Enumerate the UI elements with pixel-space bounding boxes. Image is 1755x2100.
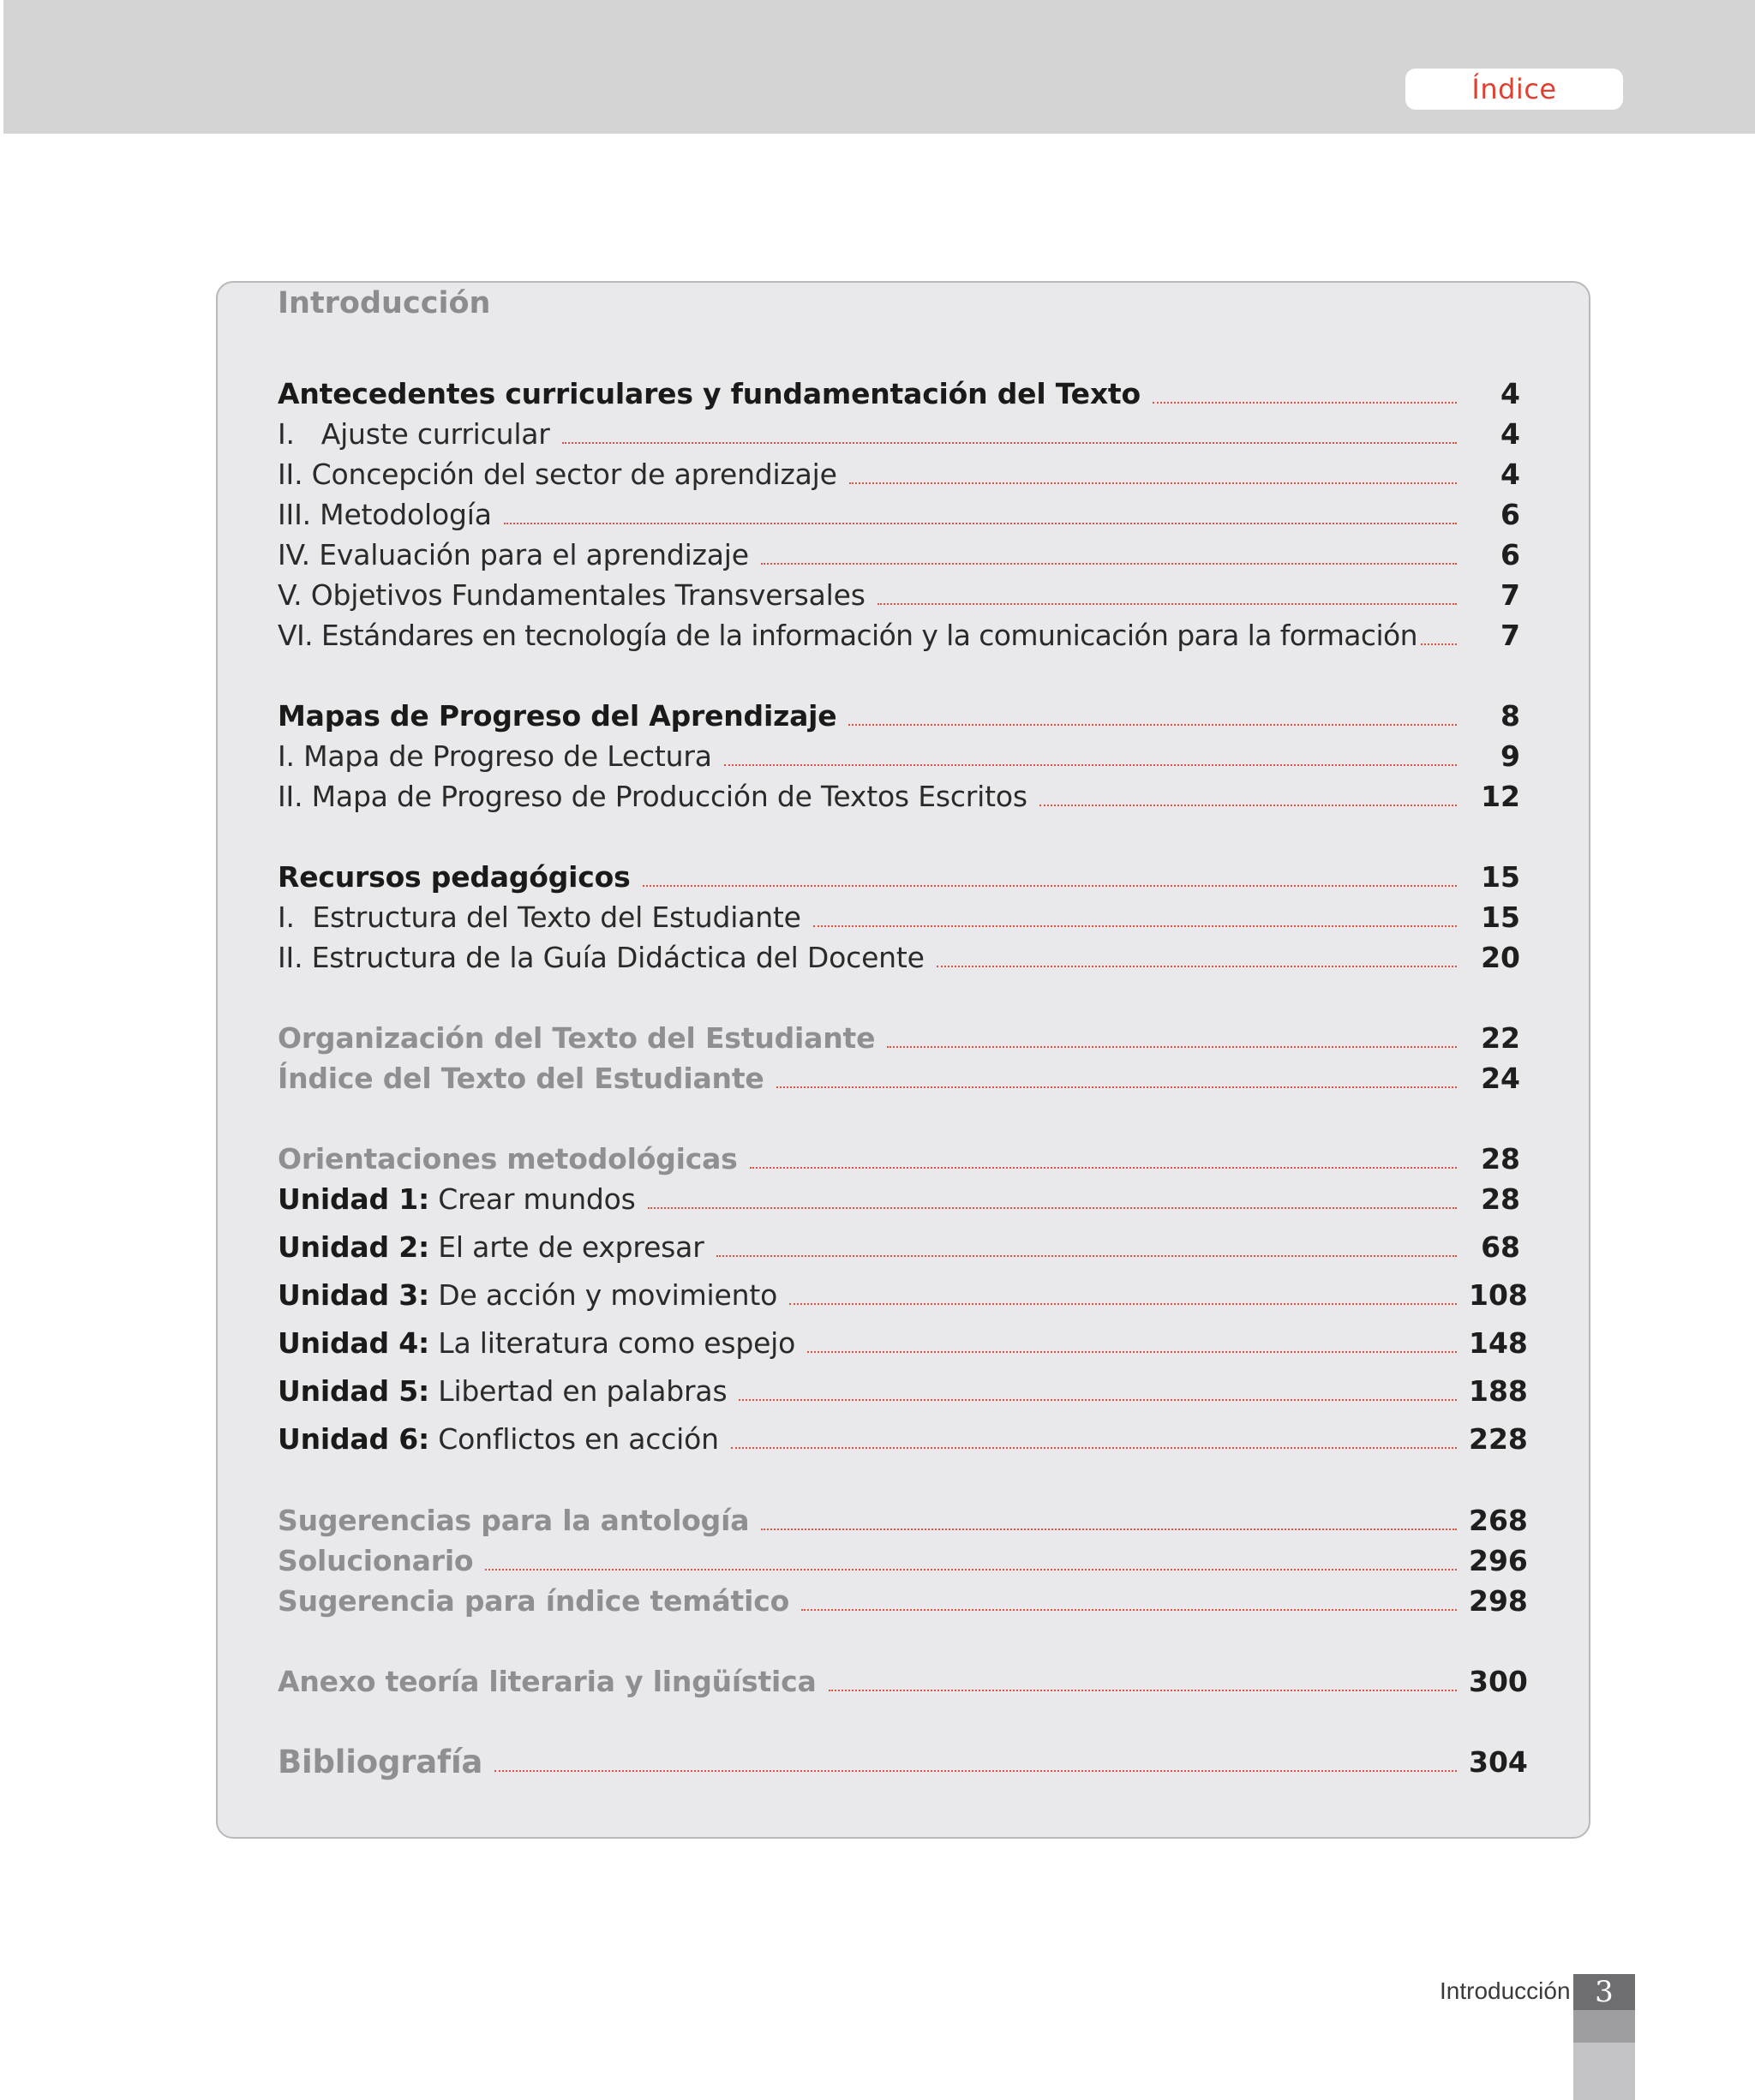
toc-entry-page: 228 bbox=[1469, 1422, 1528, 1456]
toc-entry-page: 15 bbox=[1481, 900, 1520, 934]
toc-entry[interactable] bbox=[278, 1367, 1528, 1409]
toc-entry-label: II. Concepción del sector de aprendizaje bbox=[278, 458, 837, 491]
dot-leader bbox=[937, 966, 1457, 967]
toc-entry-label: Sugerencias para la antología bbox=[278, 1504, 750, 1537]
index-tab: Índice bbox=[1405, 69, 1623, 110]
dot-leader bbox=[761, 563, 1457, 565]
unit-prefix: Unidad 3: bbox=[278, 1278, 429, 1312]
toc-entry[interactable] bbox=[278, 1175, 1520, 1218]
dot-leader bbox=[724, 764, 1457, 766]
toc-entry-page: 304 bbox=[1469, 1745, 1528, 1779]
dot-leader bbox=[878, 603, 1457, 605]
toc-entry[interactable] bbox=[278, 450, 1520, 493]
dot-leader bbox=[807, 1351, 1457, 1353]
toc-entry[interactable] bbox=[278, 410, 1520, 452]
toc-entry[interactable] bbox=[278, 1576, 1528, 1619]
toc-entry-label: V. Objetivos Fundamentales Transversales bbox=[278, 578, 866, 612]
toc-entry-page: 22 bbox=[1481, 1021, 1520, 1055]
dot-leader bbox=[504, 523, 1457, 524]
dot-leader bbox=[643, 885, 1457, 887]
toc-entry-label-group bbox=[278, 1373, 727, 1409]
toc-entry-page: 7 bbox=[1500, 619, 1520, 652]
toc-entry-page: 108 bbox=[1469, 1278, 1528, 1312]
unit-prefix: Unidad 1: bbox=[278, 1182, 429, 1216]
toc-entry-label: IV. Evaluación para el aprendizaje bbox=[278, 538, 749, 571]
dot-leader bbox=[801, 1609, 1457, 1611]
dot-leader bbox=[648, 1207, 1457, 1209]
dot-leader bbox=[485, 1569, 1457, 1571]
toc-entry-label-group bbox=[278, 1182, 636, 1218]
toc-entry-label-group bbox=[278, 1325, 795, 1361]
dot-leader bbox=[739, 1399, 1457, 1401]
toc-entry[interactable] bbox=[278, 1054, 1520, 1097]
dot-leader bbox=[562, 442, 1457, 444]
toc-entry-label: Bibliografía bbox=[278, 1744, 483, 1780]
page-tab-strip bbox=[1573, 2010, 1635, 2043]
unit-title: Libertad en palabras bbox=[438, 1374, 728, 1408]
unit-title: Crear mundos bbox=[438, 1182, 636, 1216]
toc-entry-page: 4 bbox=[1500, 417, 1520, 451]
toc-entry-label: III. Metodología bbox=[278, 498, 492, 531]
toc-entry[interactable] bbox=[278, 933, 1520, 976]
dot-leader bbox=[776, 1086, 1457, 1088]
toc-entry-label: I. Mapa de Progreso de Lectura bbox=[278, 739, 712, 773]
toc-entry-page: 68 bbox=[1481, 1230, 1520, 1264]
toc-entry[interactable] bbox=[278, 1014, 1520, 1056]
unit-prefix: Unidad 2: bbox=[278, 1230, 429, 1264]
toc-entry-label: Recursos pedagógicos bbox=[278, 860, 631, 894]
toc-entry-page: 4 bbox=[1500, 377, 1520, 410]
dot-leader bbox=[494, 1770, 1457, 1772]
dot-leader bbox=[813, 925, 1457, 927]
toc-entry-page: 296 bbox=[1469, 1544, 1528, 1577]
toc-entry[interactable] bbox=[278, 490, 1520, 533]
footer-section-label: Introducción bbox=[1440, 1977, 1571, 2004]
toc-entry[interactable] bbox=[278, 1536, 1528, 1579]
dot-leader bbox=[789, 1303, 1457, 1305]
toc-entry-page: 28 bbox=[1481, 1182, 1520, 1216]
toc-entry[interactable] bbox=[278, 1134, 1520, 1177]
toc-entry[interactable] bbox=[278, 1271, 1528, 1313]
toc-entry-page: 24 bbox=[1481, 1062, 1520, 1095]
unit-title: La literatura como espejo bbox=[438, 1326, 796, 1360]
toc-entry-label: Mapas de Progreso del Aprendizaje bbox=[278, 699, 837, 733]
dot-leader bbox=[761, 1529, 1457, 1530]
dot-leader bbox=[1421, 643, 1457, 645]
unit-title: El arte de expresar bbox=[438, 1230, 704, 1264]
unit-prefix: Unidad 6: bbox=[278, 1422, 429, 1456]
toc-entry-label: Antecedentes curriculares y fundamentación del Texto bbox=[278, 377, 1141, 410]
toc-entry-page: 7 bbox=[1500, 578, 1520, 612]
page-tab-strip bbox=[1573, 2043, 1635, 2100]
toc-entry-label: II. Mapa de Progreso de Producción de Textos Escritos bbox=[278, 780, 1027, 813]
toc-entry-page: 12 bbox=[1481, 780, 1520, 813]
toc-entry[interactable] bbox=[278, 611, 1520, 654]
toc-entry[interactable] bbox=[278, 1223, 1520, 1265]
toc-entry[interactable] bbox=[278, 1496, 1528, 1539]
toc-entry-label: II. Estructura de la Guía Didáctica del Docente bbox=[278, 941, 925, 974]
toc-entry[interactable] bbox=[278, 1319, 1528, 1361]
dot-leader bbox=[1153, 402, 1457, 404]
dot-leader bbox=[716, 1255, 1457, 1257]
toc-entry[interactable] bbox=[278, 1657, 1528, 1700]
toc-entry-label: Orientaciones metodológicas bbox=[278, 1142, 738, 1176]
toc-entry[interactable] bbox=[278, 853, 1520, 895]
unit-prefix: Unidad 5: bbox=[278, 1374, 429, 1408]
toc-entry[interactable] bbox=[278, 1738, 1528, 1780]
toc-entry-label: Índice del Texto del Estudiante bbox=[278, 1062, 764, 1095]
toc-entry-label-group bbox=[278, 1277, 777, 1313]
toc-entry-page: 15 bbox=[1481, 860, 1520, 894]
dot-leader bbox=[887, 1046, 1457, 1048]
toc-entry-label-group bbox=[278, 1229, 704, 1265]
dot-leader bbox=[829, 1690, 1457, 1691]
dot-leader bbox=[849, 482, 1457, 484]
toc-entry-page: 300 bbox=[1469, 1665, 1528, 1698]
toc-entry-page: 6 bbox=[1500, 498, 1520, 531]
toc-entry-page: 9 bbox=[1500, 739, 1520, 773]
top-bar bbox=[3, 0, 1755, 134]
toc-entry-page: 8 bbox=[1500, 699, 1520, 733]
toc-entry-label: I. Ajuste curricular bbox=[278, 417, 550, 451]
toc-entry-label: Anexo teoría literaria y lingüística bbox=[278, 1665, 817, 1698]
dot-leader bbox=[1039, 805, 1457, 806]
toc-entry-page: 20 bbox=[1481, 941, 1520, 974]
unit-prefix: Unidad 4: bbox=[278, 1326, 429, 1360]
toc-entry-label: Organización del Texto del Estudiante bbox=[278, 1021, 876, 1055]
toc-entry-label: I. Estructura del Texto del Estudiante bbox=[278, 900, 801, 934]
unit-title: De acción y movimiento bbox=[438, 1278, 778, 1312]
toc-entry-page: 268 bbox=[1469, 1504, 1528, 1537]
toc-entry-page: 4 bbox=[1500, 458, 1520, 491]
toc-heading: Introducción bbox=[278, 286, 491, 320]
toc-entry[interactable] bbox=[278, 893, 1520, 936]
unit-title: Conflictos en acción bbox=[438, 1422, 719, 1456]
page-number: 3 bbox=[1573, 1974, 1635, 2010]
toc-entry[interactable] bbox=[278, 772, 1520, 815]
toc-entry-label-group bbox=[278, 1421, 719, 1457]
dot-leader bbox=[848, 724, 1457, 726]
toc-entry-page: 298 bbox=[1469, 1584, 1528, 1618]
dot-leader bbox=[750, 1167, 1457, 1169]
toc-entry[interactable] bbox=[278, 1415, 1528, 1457]
toc-entry-page: 188 bbox=[1469, 1374, 1528, 1408]
dot-leader bbox=[731, 1447, 1457, 1449]
toc-entry-page: 6 bbox=[1500, 538, 1520, 571]
toc-entry-label: Solucionario bbox=[278, 1544, 474, 1577]
toc-entry[interactable] bbox=[278, 369, 1520, 412]
toc-entry-label: VI. Estándares en tecnología de la información y la comunicación para la formación bbox=[278, 619, 1417, 652]
toc-entry[interactable] bbox=[278, 732, 1520, 775]
toc-entry-label: Sugerencia para índice temático bbox=[278, 1584, 790, 1618]
toc-entry[interactable] bbox=[278, 530, 1520, 573]
toc-entry-page: 28 bbox=[1481, 1142, 1520, 1176]
toc-entry[interactable] bbox=[278, 571, 1520, 613]
toc-entry-page: 148 bbox=[1469, 1326, 1528, 1360]
toc-entry[interactable] bbox=[278, 691, 1520, 734]
